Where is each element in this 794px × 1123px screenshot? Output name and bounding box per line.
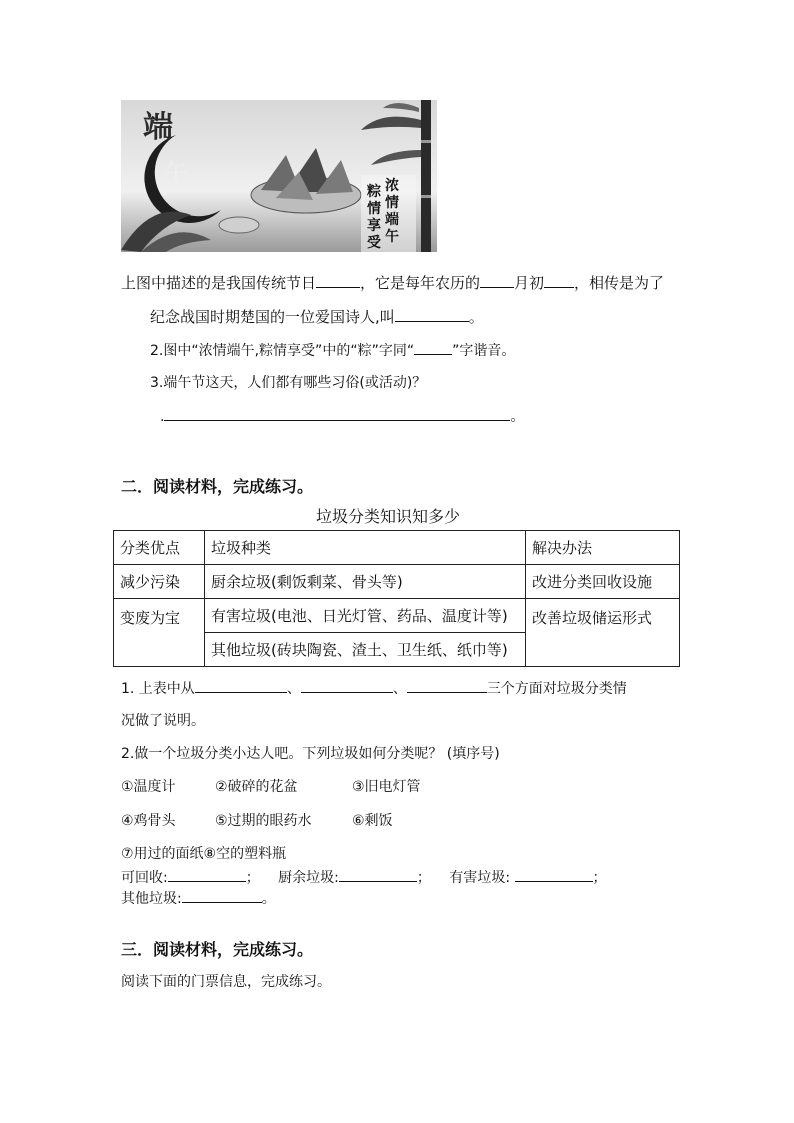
blank-kitchen[interactable]	[339, 867, 417, 882]
banner-logo-char-2: 午	[165, 161, 188, 186]
blank-festival[interactable]	[316, 273, 360, 288]
blank-customs[interactable]	[164, 406, 510, 421]
item-chicken-bone: ④鸡骨头	[121, 813, 176, 829]
table-header-cell: 分类优点	[114, 531, 205, 565]
s1-question-3-answer-line: . 。	[160, 406, 524, 427]
banner-poem-column-2: 粽情享受	[367, 184, 381, 251]
section-2-heading: 二．阅读材料，完成练习。	[121, 477, 314, 496]
item-old-bulb: ③旧电灯管	[352, 779, 421, 795]
item-leftover-rice: ⑥剩饭	[352, 813, 393, 829]
item-broken-flowerpot: ②破碎的花盆	[215, 779, 298, 795]
table-header-cell: 垃圾种类	[205, 531, 526, 565]
item-thermometer: ①温度计	[121, 779, 176, 795]
table-cell: 有害垃圾(电池、日光灯管、药品、温度计等)	[205, 599, 526, 633]
s1-question-1-line-1: 上图中描述的是我国传统节日 ，它是每年农历的 月初 ，相传是为了	[121, 274, 665, 292]
blank-aspect-3[interactable]	[407, 678, 487, 693]
blank-recyclable[interactable]	[168, 867, 246, 882]
dragon-boat-festival-banner	[121, 100, 437, 252]
item-tissue-and-bottle: ⑦用过的面纸⑧空的塑料瓶	[121, 846, 287, 862]
table-cell: 厨余垃圾(剩饭剩菜、骨头等)	[205, 565, 526, 599]
s1-question-1-line-2: 纪念战国时期楚国的一位爱国诗人,叫 。	[150, 308, 484, 326]
blank-aspect-2[interactable]	[301, 678, 393, 693]
blank-poet[interactable]	[395, 307, 469, 322]
item-expired-eyedrops: ⑤过期的眼药水	[215, 813, 312, 829]
table-cell: 其他垃圾(砖块陶瓷、渣土、卫生纸、纸巾等)	[205, 633, 526, 667]
banner-poem-column-1: 浓情端午	[385, 178, 399, 245]
s2-question-1-line-1: 1. 上表中从 、 、 三个方面对垃圾分类情	[121, 678, 627, 699]
s1-question-2: 2.图中“浓情端午,粽情享受”中的“粽”字同“ ”字谐音。	[150, 340, 515, 361]
sort-answers-line-2: 其他垃圾: 。	[121, 888, 276, 909]
table-cell: 减少污染	[114, 565, 205, 599]
table-title: 垃圾分类知识知多少	[316, 507, 461, 526]
s1-question-3: 3.端午节这天，人们都有哪些习俗(或活动)？	[150, 375, 427, 391]
blank-hazardous[interactable]	[515, 867, 593, 882]
section-3-heading: 三．阅读材料，完成练习。	[121, 940, 314, 959]
blank-homophone[interactable]	[414, 340, 452, 355]
waste-sorting-table	[113, 530, 680, 667]
blank-aspect-1[interactable]	[195, 678, 287, 693]
table-cell: 变废为宝	[114, 599, 205, 667]
section-3-intro: 阅读下面的门票信息，完成练习。	[121, 974, 331, 990]
table-row	[114, 599, 680, 633]
table-header-cell: 解决办法	[526, 531, 680, 565]
sort-answers-line-1: 可回收: ； 厨余垃圾: ； 有害垃圾: ；	[121, 867, 607, 888]
blank-month[interactable]	[480, 273, 514, 288]
s2-question-1-line-2: 况做了说明。	[121, 713, 205, 729]
table-cell: 改善垃圾储运形式	[526, 599, 680, 667]
table-header-row	[114, 531, 680, 565]
banner-logo-char-1: 端	[143, 110, 173, 145]
blank-other[interactable]	[182, 888, 262, 903]
s2-question-2: 2.做一个垃圾分类小达人吧。下列垃圾如何分类呢？ (填序号)	[121, 746, 500, 762]
table-cell: 改进分类回收设施	[526, 565, 680, 599]
table-row	[114, 565, 680, 599]
blank-day[interactable]	[544, 273, 574, 288]
